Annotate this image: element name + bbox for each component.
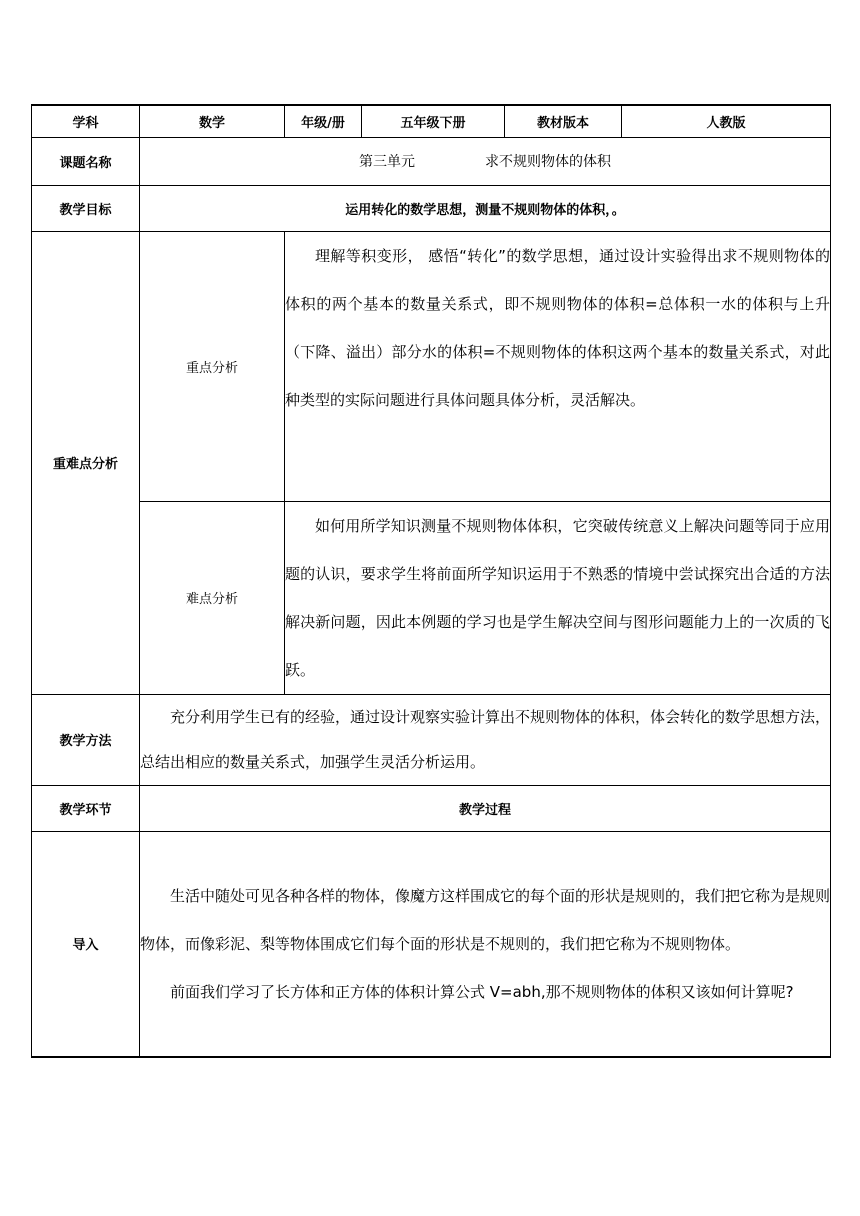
unit-name: 第三单元 [359,154,415,170]
objective-label: 教学目标 [32,185,140,231]
subject-value: 数学 [140,105,285,137]
process-value: 教学过程 [140,785,831,831]
difficulty-row [32,501,831,694]
lesson-title-row [32,137,831,185]
key-point-label: 重点分析 [140,231,285,501]
difficulty-text: 如何用所学知识测量不规则物体体积，它突破传统意义上解决问题等同于应用题的认识，要求学生将前面所学知识运用于不熟悉的情境中尝试探究出合适的方法解决新问题，因此本例题的学习也是学生解决空间与图形问题能力上的一次质的飞跃。 [285,516,830,679]
intro-row [32,831,831,1057]
intro-label: 导入 [32,831,140,1057]
process-label: 教学环节 [32,785,140,831]
key-point-row [32,231,831,501]
process-header-row [32,785,831,831]
header-row [32,105,831,137]
grade-value: 五年级下册 [362,105,505,137]
objective-text: 运用转化的数学思想，测量不规则物体的体积，。 [140,185,831,231]
edition-value: 人教版 [622,105,831,137]
analysis-label: 重难点分析 [32,231,140,694]
grade-label: 年级/册 [285,105,362,137]
lesson-plan-table [31,104,831,1058]
difficulty-cell [285,501,831,694]
difficulty-label: 难点分析 [140,501,285,694]
subject-label: 学科 [32,105,140,137]
edition-label: 教材版本 [505,105,622,137]
key-point-text: 理解等积变形， 感悟“转化”的数学思想，通过设计实验得出求不规则物体的体积的两个基本的数量关系式，即不规则物体的体积=总体积一水的体积与上升（下降、溢出）部分水的体积=不规则物体的体积这两个基本的数量关系式，对此种类型的实际问题进行具体问题具体分析，灵活解决。 [285,246,830,409]
method-text: 充分利用学生已有的经验，通过设计观察实验计算出不规则物体的体积，体会转化的数学思想方法，总结出相应的数量关系式，加强学生灵活分析运用。 [140,707,831,771]
lesson-title: 求不规则物体的体积 [485,154,611,170]
method-row [32,694,831,785]
lesson-title-cell [140,137,831,185]
intro-paragraph-2: 前面我们学习了长方体和正方体的体积计算公式 V=abh,那不规则物体的体积又该如何计算呢? [170,982,794,1001]
objective-row [32,185,831,231]
intro-cell [140,831,831,1057]
lesson-label: 课题名称 [32,137,140,185]
method-cell [140,694,831,785]
key-point-cell [285,231,831,501]
intro-paragraph-1: 生活中随处可见各种各样的物体，像魔方这样围成它的每个面的形状是规则的，我们把它称为是规则物体，而像彩泥、梨等物体围成它们每个面的形状是不规则的，我们把它称为不规则物体。 [140,886,831,953]
method-label: 教学方法 [32,694,140,785]
